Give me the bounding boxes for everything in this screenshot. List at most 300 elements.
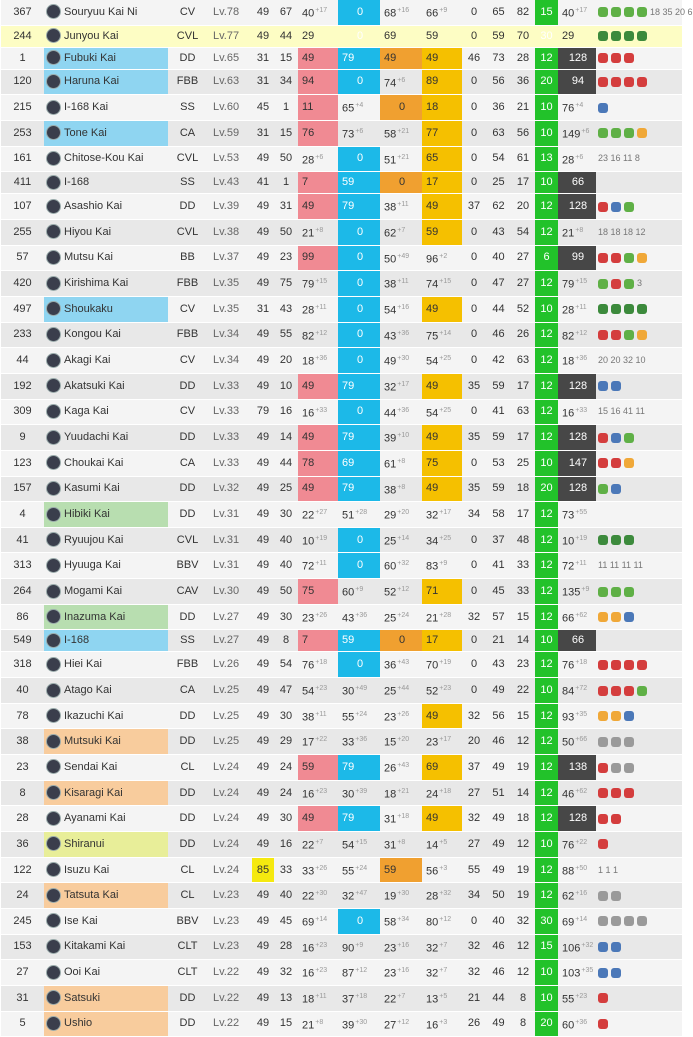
anti-air-value: 49 — [426, 709, 439, 722]
table-row[interactable] — [1, 780, 682, 806]
equipment-cell — [596, 703, 682, 729]
firepower-value: 22 — [302, 839, 315, 852]
luck-value: 99 — [571, 251, 585, 264]
ship-name-cell[interactable] — [44, 652, 168, 678]
ship-level: Lv.34 — [207, 322, 252, 348]
ship-level: Lv.26 — [207, 652, 252, 678]
table-row[interactable] — [1, 934, 682, 960]
ship-name[interactable]: Choukai Kai — [64, 456, 124, 469]
torpedo — [380, 476, 422, 502]
anti-air-value: 49 — [426, 431, 439, 444]
ship-name-cell[interactable] — [44, 832, 168, 858]
ship-los: 28 — [511, 47, 535, 69]
ship-rows — [1, 0, 693, 1037]
ship-name-cell[interactable] — [44, 502, 168, 528]
ship-name-cell[interactable] — [44, 780, 168, 806]
table-row[interactable] — [1, 172, 682, 194]
ship-name-cell[interactable] — [44, 373, 168, 399]
luck-bonus: +23 — [575, 992, 588, 1000]
firepower-bonus: +12 — [315, 329, 328, 337]
torpedo-bonus: +6 — [397, 76, 406, 84]
firepower — [298, 194, 338, 220]
ship-name-cell[interactable] — [44, 985, 168, 1011]
luck — [558, 755, 596, 781]
armor-bonus: +4 — [355, 102, 364, 110]
plane-icon — [624, 279, 634, 289]
luck-value: 128 — [568, 51, 588, 64]
ship-name-cell[interactable] — [44, 25, 168, 47]
torpedo-bonus: +16 — [397, 967, 410, 975]
ship-cond: 31 — [252, 120, 274, 146]
table-row[interactable] — [1, 857, 682, 883]
ship-name-cell[interactable] — [44, 909, 168, 935]
ship-evasion: 46 — [486, 322, 511, 348]
armor-value: 79 — [342, 482, 355, 495]
equipment-cell — [596, 527, 682, 553]
ship-cond: 49 — [252, 553, 274, 579]
anti-air — [422, 604, 462, 630]
ship-morale: 20 — [535, 1011, 558, 1037]
ship-name[interactable]: Akatsuki Kai — [64, 379, 125, 392]
armor-value: 51 — [342, 509, 355, 522]
ship-los: 12 — [511, 729, 535, 755]
armor — [338, 322, 380, 348]
ship-cond: 49 — [252, 527, 274, 553]
ship-name[interactable]: Inazuma Kai — [64, 610, 126, 623]
table-row[interactable] — [1, 678, 682, 704]
ship-name[interactable]: I-168 Kai — [64, 101, 109, 114]
ship-name[interactable]: Ooi Kai — [64, 966, 101, 979]
ship-hp: 20 — [274, 348, 298, 374]
anti-air-value: 32 — [426, 967, 439, 980]
table-row[interactable] — [1, 219, 682, 245]
table-row[interactable] — [1, 832, 682, 858]
ship-asw: 0 — [462, 553, 486, 579]
ship-name[interactable]: Ushio — [64, 1017, 93, 1030]
ship-evasion: 40 — [486, 245, 511, 271]
table-row[interactable] — [1, 450, 682, 476]
ship-id: 36 — [1, 832, 44, 858]
ship-cond: 49 — [252, 579, 274, 605]
ship-morale: 10 — [535, 832, 558, 858]
torpedo-bonus: +17 — [397, 380, 410, 388]
armor — [338, 832, 380, 858]
ship-evasion: 51 — [486, 780, 511, 806]
ship-name-cell[interactable] — [44, 960, 168, 986]
ship-level: Lv.33 — [207, 399, 252, 425]
anti-air-value: 28 — [426, 891, 439, 903]
table-row[interactable] — [1, 703, 682, 729]
ship-name[interactable]: Kaga Kai — [64, 405, 109, 418]
luck-bonus: +9 — [581, 586, 590, 594]
equipment-cell — [596, 729, 682, 755]
table-row[interactable] — [1, 630, 682, 652]
ship-type: DD — [168, 780, 207, 806]
ship-asw: 0 — [462, 146, 486, 172]
ship-name[interactable]: Hiyou Kai — [64, 225, 112, 238]
ship-name-cell[interactable] — [44, 348, 168, 374]
ship-cond: 31 — [252, 69, 274, 95]
ship-name[interactable]: Hyuuga Kai — [64, 559, 121, 572]
table-row[interactable] — [1, 1011, 682, 1037]
luck — [558, 95, 596, 121]
torpedo-bonus: +44 — [397, 685, 410, 693]
ship-name[interactable]: Fubuki Kai — [64, 51, 116, 64]
ship-name-cell[interactable] — [44, 476, 168, 502]
ship-name[interactable]: Tatsuta Kai — [64, 889, 119, 902]
torpedo — [380, 780, 422, 806]
ship-name-cell[interactable] — [44, 755, 168, 781]
ship-name-cell[interactable] — [44, 271, 168, 297]
table-row[interactable] — [1, 553, 682, 579]
ship-id: 318 — [1, 652, 44, 678]
ship-level: Lv.30 — [207, 579, 252, 605]
ship-name[interactable]: Junyou Kai — [64, 29, 119, 42]
firepower-value: 23 — [302, 612, 315, 625]
ship-los: 17 — [511, 373, 535, 399]
ship-name[interactable]: Ryuujou Kai — [64, 533, 124, 546]
ship-type: BB — [168, 245, 207, 271]
ship-name-cell[interactable] — [44, 399, 168, 425]
ship-name-cell[interactable] — [44, 857, 168, 883]
ship-name-cell[interactable] — [44, 703, 168, 729]
table-row[interactable] — [1, 985, 682, 1011]
ship-evasion: 49 — [486, 755, 511, 781]
ship-los: 56 — [511, 120, 535, 146]
equipment-cell — [596, 296, 682, 322]
ship-name-cell[interactable] — [44, 95, 168, 121]
ship-name[interactable]: Kirishima Kai — [64, 277, 129, 290]
luck-value: 21 — [562, 227, 575, 240]
equipment-slots: 20 20 32 10 — [598, 355, 646, 366]
torpedo-bonus: +21 — [397, 153, 410, 161]
ship-name[interactable]: Kasumi Kai — [64, 482, 120, 495]
ship-level: Lv.34 — [207, 348, 252, 374]
luck-value: 128 — [568, 482, 588, 495]
ship-id: 123 — [1, 450, 44, 476]
ship-hp: 32 — [274, 960, 298, 986]
ship-name-cell[interactable] — [44, 883, 168, 909]
sub-icon — [624, 612, 634, 622]
torpedo-bonus: +36 — [397, 406, 410, 414]
table-row[interactable] — [1, 960, 682, 986]
table-row[interactable] — [1, 0, 682, 25]
luck-value: 79 — [562, 278, 575, 291]
ship-avatar — [46, 913, 61, 928]
ship-name[interactable]: Mogami Kai — [64, 584, 123, 597]
ship-type: CL — [168, 883, 207, 909]
table-row[interactable] — [1, 322, 682, 348]
ship-name[interactable]: Satsuki — [64, 991, 101, 1004]
ship-los: 12 — [511, 960, 535, 986]
anti-air — [422, 985, 462, 1011]
ship-name[interactable]: Kitakami Kai — [64, 940, 126, 953]
ship-hp: 34 — [274, 69, 298, 95]
ship-los: 82 — [511, 0, 535, 25]
ship-name[interactable]: Chitose-Kou Kai — [64, 152, 144, 165]
table-row[interactable] — [1, 47, 682, 69]
firepower-value: 38 — [302, 711, 315, 724]
sub-icon — [611, 484, 621, 494]
anti-air — [422, 425, 462, 451]
ship-cond: 49 — [252, 425, 274, 451]
ship-name[interactable]: I-168 — [64, 176, 90, 189]
torpedo — [380, 245, 422, 271]
ship-name-cell[interactable] — [44, 806, 168, 832]
ship-name[interactable]: Mutsu Kai — [64, 251, 113, 264]
ship-name[interactable]: Yuudachi Kai — [64, 431, 129, 444]
ship-name[interactable]: Asashio Kai — [64, 200, 123, 213]
barrel-icon — [611, 891, 621, 901]
ship-morale: 12 — [535, 806, 558, 832]
firepower — [298, 25, 338, 47]
anti-air — [422, 271, 462, 297]
luck-value: 62 — [562, 891, 575, 903]
table-row[interactable] — [1, 348, 682, 374]
firepower — [298, 604, 338, 630]
anti-air-value: 17 — [426, 176, 439, 189]
anti-air-value: 49 — [426, 51, 439, 64]
anti-air-value: 13 — [426, 993, 439, 1006]
table-row[interactable] — [1, 245, 682, 271]
firepower — [298, 502, 338, 528]
ship-name[interactable]: Hibiki Kai — [64, 507, 110, 520]
firepower-value: 21 — [302, 227, 315, 240]
torpedo-bonus: +43 — [397, 659, 410, 667]
ship-asw: 0 — [462, 120, 486, 146]
table-row[interactable] — [1, 527, 682, 553]
sub-icon — [611, 968, 621, 978]
torpedo-bonus: +20 — [397, 736, 410, 744]
ship-asw: 0 — [462, 69, 486, 95]
table-row[interactable] — [1, 652, 682, 678]
ship-avatar — [46, 558, 61, 573]
ship-name[interactable]: Isuzu Kai — [64, 863, 110, 876]
ship-id: 78 — [1, 703, 44, 729]
ship-name-cell[interactable] — [44, 425, 168, 451]
ship-type: DD — [168, 832, 207, 858]
firepower-bonus: +18 — [315, 659, 328, 667]
ship-name-cell[interactable] — [44, 69, 168, 95]
table-row[interactable] — [1, 95, 682, 121]
ship-name-cell[interactable] — [44, 120, 168, 146]
torpedo — [380, 194, 422, 220]
luck-bonus: +11 — [575, 560, 587, 568]
table-row[interactable] — [1, 579, 682, 605]
anti-air-value: 49 — [426, 302, 439, 315]
ship-evasion: 41 — [486, 399, 511, 425]
ship-id: 153 — [1, 934, 44, 960]
ship-id: 8 — [1, 780, 44, 806]
barrel-icon — [637, 916, 647, 926]
ship-name-cell[interactable] — [44, 172, 168, 194]
ship-asw: 0 — [462, 245, 486, 271]
ship-name-cell[interactable] — [44, 1011, 168, 1037]
ship-los: 25 — [511, 450, 535, 476]
ship-cond: 41 — [252, 172, 274, 194]
ship-name-cell[interactable] — [44, 934, 168, 960]
ship-name[interactable]: Ayanami Kai — [64, 812, 126, 825]
ship-name-cell[interactable] — [44, 219, 168, 245]
ship-id: 420 — [1, 271, 44, 297]
ship-los: 19 — [511, 883, 535, 909]
armor — [338, 95, 380, 121]
armor-bonus: +24 — [355, 710, 368, 718]
luck-value: 94 — [571, 75, 585, 88]
ship-cond: 49 — [252, 909, 274, 935]
ship-type: DD — [168, 425, 207, 451]
ship-evasion: 54 — [486, 146, 511, 172]
ship-hp: 28 — [274, 934, 298, 960]
luck-value: 84 — [562, 685, 575, 698]
ship-name[interactable]: Ikazuchi Kai — [64, 709, 124, 722]
ship-asw: 0 — [462, 909, 486, 935]
table-row[interactable] — [1, 604, 682, 630]
table-row[interactable] — [1, 729, 682, 755]
table-row[interactable] — [1, 146, 682, 172]
ship-name[interactable]: Tone Kai — [64, 126, 107, 139]
ship-morale: 30 — [535, 909, 558, 935]
anti-air-bonus: +12 — [439, 916, 452, 923]
anti-air — [422, 219, 462, 245]
torpedo-bonus: +11 — [397, 201, 409, 209]
ship-morale: 12 — [535, 755, 558, 781]
ship-name[interactable]: Akagi Kai — [64, 354, 111, 367]
ship-name[interactable]: Shiranui — [64, 837, 105, 850]
equipment-slots: 15 16 41 11 — [598, 406, 645, 417]
luck — [558, 883, 596, 909]
ship-name-cell[interactable] — [44, 322, 168, 348]
ship-name[interactable]: Souryuu Kai Ni — [64, 5, 138, 18]
armor — [338, 502, 380, 528]
ship-morale: 10 — [535, 960, 558, 986]
ship-name-cell[interactable] — [44, 553, 168, 579]
ship-name[interactable]: Atago Kai — [64, 683, 112, 696]
table-row[interactable] — [1, 755, 682, 781]
table-row[interactable] — [1, 69, 682, 95]
ship-name-cell[interactable] — [44, 678, 168, 704]
table-row[interactable] — [1, 25, 682, 47]
gun-icon — [598, 686, 608, 696]
table-row[interactable] — [1, 194, 682, 220]
table-row[interactable] — [1, 476, 682, 502]
ship-name-cell[interactable] — [44, 0, 168, 25]
ship-avatar — [46, 734, 61, 749]
table-row[interactable] — [1, 502, 682, 528]
ship-name[interactable]: Shoukaku — [64, 302, 113, 315]
table-row[interactable] — [1, 296, 682, 322]
table-row[interactable] — [1, 399, 682, 425]
anti-air — [422, 69, 462, 95]
ship-name-cell[interactable] — [44, 296, 168, 322]
ship-asw: 0 — [462, 399, 486, 425]
gun-icon — [624, 53, 634, 63]
ship-name[interactable]: Haruna Kai — [64, 75, 120, 88]
ship-name[interactable]: Sendai Kai — [64, 760, 118, 773]
table-row[interactable] — [1, 120, 682, 146]
ship-name-cell[interactable] — [44, 47, 168, 69]
ship-asw: 46 — [462, 47, 486, 69]
ship-name-cell[interactable] — [44, 729, 168, 755]
table-row[interactable] — [1, 271, 682, 297]
luck-value: 128 — [568, 200, 588, 213]
ship-los: 12 — [511, 832, 535, 858]
ship-level: Lv.33 — [207, 373, 252, 399]
torpedo-value: 68 — [384, 7, 397, 20]
equipment-cell — [596, 678, 682, 704]
ship-name-cell[interactable] — [44, 450, 168, 476]
gun-icon — [611, 660, 621, 670]
ship-avatar — [46, 50, 61, 65]
table-row[interactable] — [1, 806, 682, 832]
ship-type: CLT — [168, 960, 207, 986]
ship-avatar — [46, 378, 61, 393]
ship-asw: 0 — [462, 630, 486, 652]
torpedo-bomber-icon — [637, 304, 647, 314]
firepower-value: 18 — [302, 355, 315, 368]
ship-name[interactable]: I-168 — [64, 634, 90, 647]
torpedo-value: 25 — [384, 535, 397, 548]
ship-name-cell[interactable] — [44, 604, 168, 630]
ship-name-cell[interactable] — [44, 245, 168, 271]
table-row[interactable] — [1, 883, 682, 909]
table-row[interactable] — [1, 373, 682, 399]
armor — [338, 0, 380, 25]
ship-hp: 44 — [274, 25, 298, 47]
gun-icon — [598, 330, 608, 340]
firepower — [298, 806, 338, 832]
equipment-slots: 18 18 18 12 — [598, 226, 646, 237]
ship-avatar — [46, 125, 61, 140]
anti-air-value: 74 — [426, 278, 439, 291]
torpedo — [380, 373, 422, 399]
ship-type: CA — [168, 678, 207, 704]
ship-name-cell[interactable] — [44, 527, 168, 553]
anti-air — [422, 806, 462, 832]
torpedo-value: 38 — [384, 278, 397, 291]
torpedo-bomber-icon — [598, 31, 608, 41]
gun-icon — [598, 660, 608, 670]
ship-name-cell[interactable] — [44, 146, 168, 172]
ship-name[interactable]: Kongou Kai — [64, 328, 121, 341]
anti-air-bonus: +18 — [439, 787, 452, 795]
anti-air-value: 49 — [426, 812, 439, 825]
ship-name-cell[interactable] — [44, 630, 168, 652]
ship-name-cell[interactable] — [44, 579, 168, 605]
table-row[interactable] — [1, 909, 682, 935]
ship-name[interactable]: Kisaragi Kai — [64, 786, 123, 799]
luck-value: 72 — [562, 561, 575, 574]
ship-level: Lv.33 — [207, 425, 252, 451]
ship-level: Lv.23 — [207, 934, 252, 960]
armor — [338, 703, 380, 729]
luck-value: 103 — [562, 967, 581, 980]
ship-hp: 16 — [274, 832, 298, 858]
ship-name[interactable]: Ise Kai — [64, 914, 98, 927]
armor-value: 0 — [356, 152, 364, 165]
firepower — [298, 652, 338, 678]
table-row[interactable] — [1, 425, 682, 451]
ship-name[interactable]: Mutsuki Kai — [64, 735, 121, 748]
ship-id: 313 — [1, 553, 44, 579]
ship-name[interactable]: Hiei Kai — [64, 658, 102, 671]
firepower — [298, 271, 338, 297]
ship-name-cell[interactable] — [44, 194, 168, 220]
ship-cond: 49 — [252, 729, 274, 755]
equipment-cell — [596, 857, 682, 883]
ship-id: 549 — [1, 630, 44, 652]
anti-air — [422, 1011, 462, 1037]
